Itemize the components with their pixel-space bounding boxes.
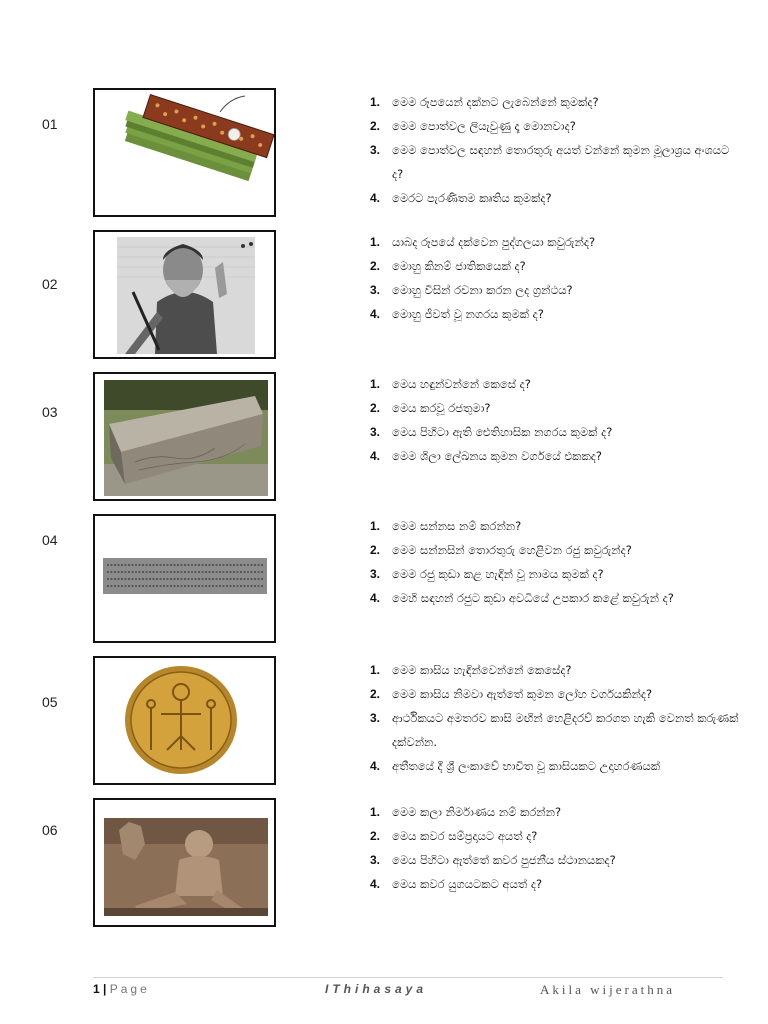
question-item: 3. මෙම රජු කුඩා කළ හැඳින් වූ නාමය කුමක් ද? (370, 567, 604, 581)
question-item: 1. මෙම රූපයෙන් දක්නට ලැබෙන්නේ කුමක්ද? (370, 95, 599, 109)
rock-carving-sculpture-icon (93, 798, 276, 927)
page-number-value: 1 | (93, 982, 107, 996)
question-item: 3. ආර්ථිකයට අමතරව කාසි මඟින් හෙළිදරව් කරගත හැකි වෙනත් කරුණක් දක්වන්න. (370, 711, 739, 749)
question-item: 2. මෙය කවර සම්ප්‍රදායට අයත් ද? (370, 829, 538, 843)
footer-brand: IThihasaya (325, 982, 428, 996)
block-number: 06 (42, 822, 58, 838)
question-block-04 (0, 512, 768, 648)
question-list (370, 230, 740, 326)
question-block-01 (0, 86, 768, 222)
question-block-06 (0, 796, 768, 932)
ptolemy-engraving-icon (93, 230, 276, 359)
block-number: 04 (42, 532, 58, 548)
block-number: 02 (42, 276, 58, 292)
question-item: 4. අතීතයේ දී ශ්‍රී ලංකාවේ භාවිත වූ කාසියකට උදාහරණයක් (370, 759, 661, 773)
question-item: 4. මොහු ජීවත් වූ නගරය කුමක් ද? (370, 307, 544, 321)
question-item: 2. මෙම කාසිය නිමවා ඇත්තේ කුමන ලෝහ වර්ගයකින්ද? (370, 687, 653, 701)
block-number: 01 (42, 116, 58, 132)
page-label: Page (109, 982, 150, 996)
question-block-02 (0, 228, 768, 364)
question-item: 1. මෙම කාසිය හැඳින්වෙන්නේ කෙසේද? (370, 663, 572, 677)
question-item: 4. මෙම ශිලා ලේඛනය කුමන වර්ගයේ එකකද? (370, 449, 603, 463)
ola-leaf-manuscript-icon (93, 88, 276, 217)
question-item: 2. මොහු කිනම් ජාතිකයෙක් ද? (370, 259, 526, 273)
question-item: 2. මෙය කරවූ රජතුමා? (370, 401, 491, 415)
question-list (370, 90, 740, 210)
question-item: 4. මෙරට පැරණිතම කෘතිය කුමක්ද? (370, 191, 552, 205)
question-item: 3. මෙම පොත්වල සඳහන් තොරතුරු අයත් වන්නේ කුමන මූලාශ්‍රය අංශයට ද? (370, 143, 730, 181)
page-number (93, 982, 150, 996)
question-list (370, 800, 740, 896)
question-item: 3. මෙය පිහිටා ඇති ඓතිහාසික නගරය කුමක් ද? (370, 425, 613, 439)
question-item: 1. මෙම කලා නිර්මාණය නම් කරන්න? (370, 805, 562, 819)
block-number: 05 (42, 694, 58, 710)
question-item: 2. මෙම සන්නසින් තොරතුරු හෙළිවන රජු කවුරුන්ද? (370, 543, 632, 557)
gold-coin-icon (93, 656, 276, 785)
question-list (370, 372, 740, 468)
question-item: 1. මෙම සන්නස නම් කරන්න? (370, 519, 522, 533)
stone-inscription-slab-icon (93, 372, 276, 501)
question-block-03 (0, 370, 768, 506)
question-item: 3. මොහු විසින් රචනා කරන ලද ග්‍රන්ථය? (370, 283, 573, 297)
question-item: 4. මෙහි සඳහන් රජුට කුඩා අවධියේ උපකාර කළේ කවුරුන් ද? (370, 591, 674, 605)
block-number: 03 (42, 404, 58, 420)
question-item: 3. මෙය පිහිටා ඇත්තේ කවර පුජනීය ස්ථානයකද? (370, 853, 616, 867)
question-list (370, 658, 740, 778)
footer-author: Akila wijerathna (540, 982, 675, 997)
question-block-05 (0, 654, 768, 790)
question-item: 4. මෙය කවර යුගයටකට අයත් ද? (370, 877, 543, 891)
question-item: 2. මෙම පොත්වල ලියැවුණු දෑ මොනවාද? (370, 119, 576, 133)
footer-divider (93, 977, 723, 978)
copper-plate-grant-icon (93, 514, 276, 643)
question-item: 1. යාබද රූපයේ දක්වෙන පුද්ගලයා කවුරුන්ද? (370, 235, 596, 249)
question-list (370, 514, 740, 610)
question-item: 1. මෙය හඳුන්වන්නේ කෙසේ ද? (370, 377, 531, 391)
